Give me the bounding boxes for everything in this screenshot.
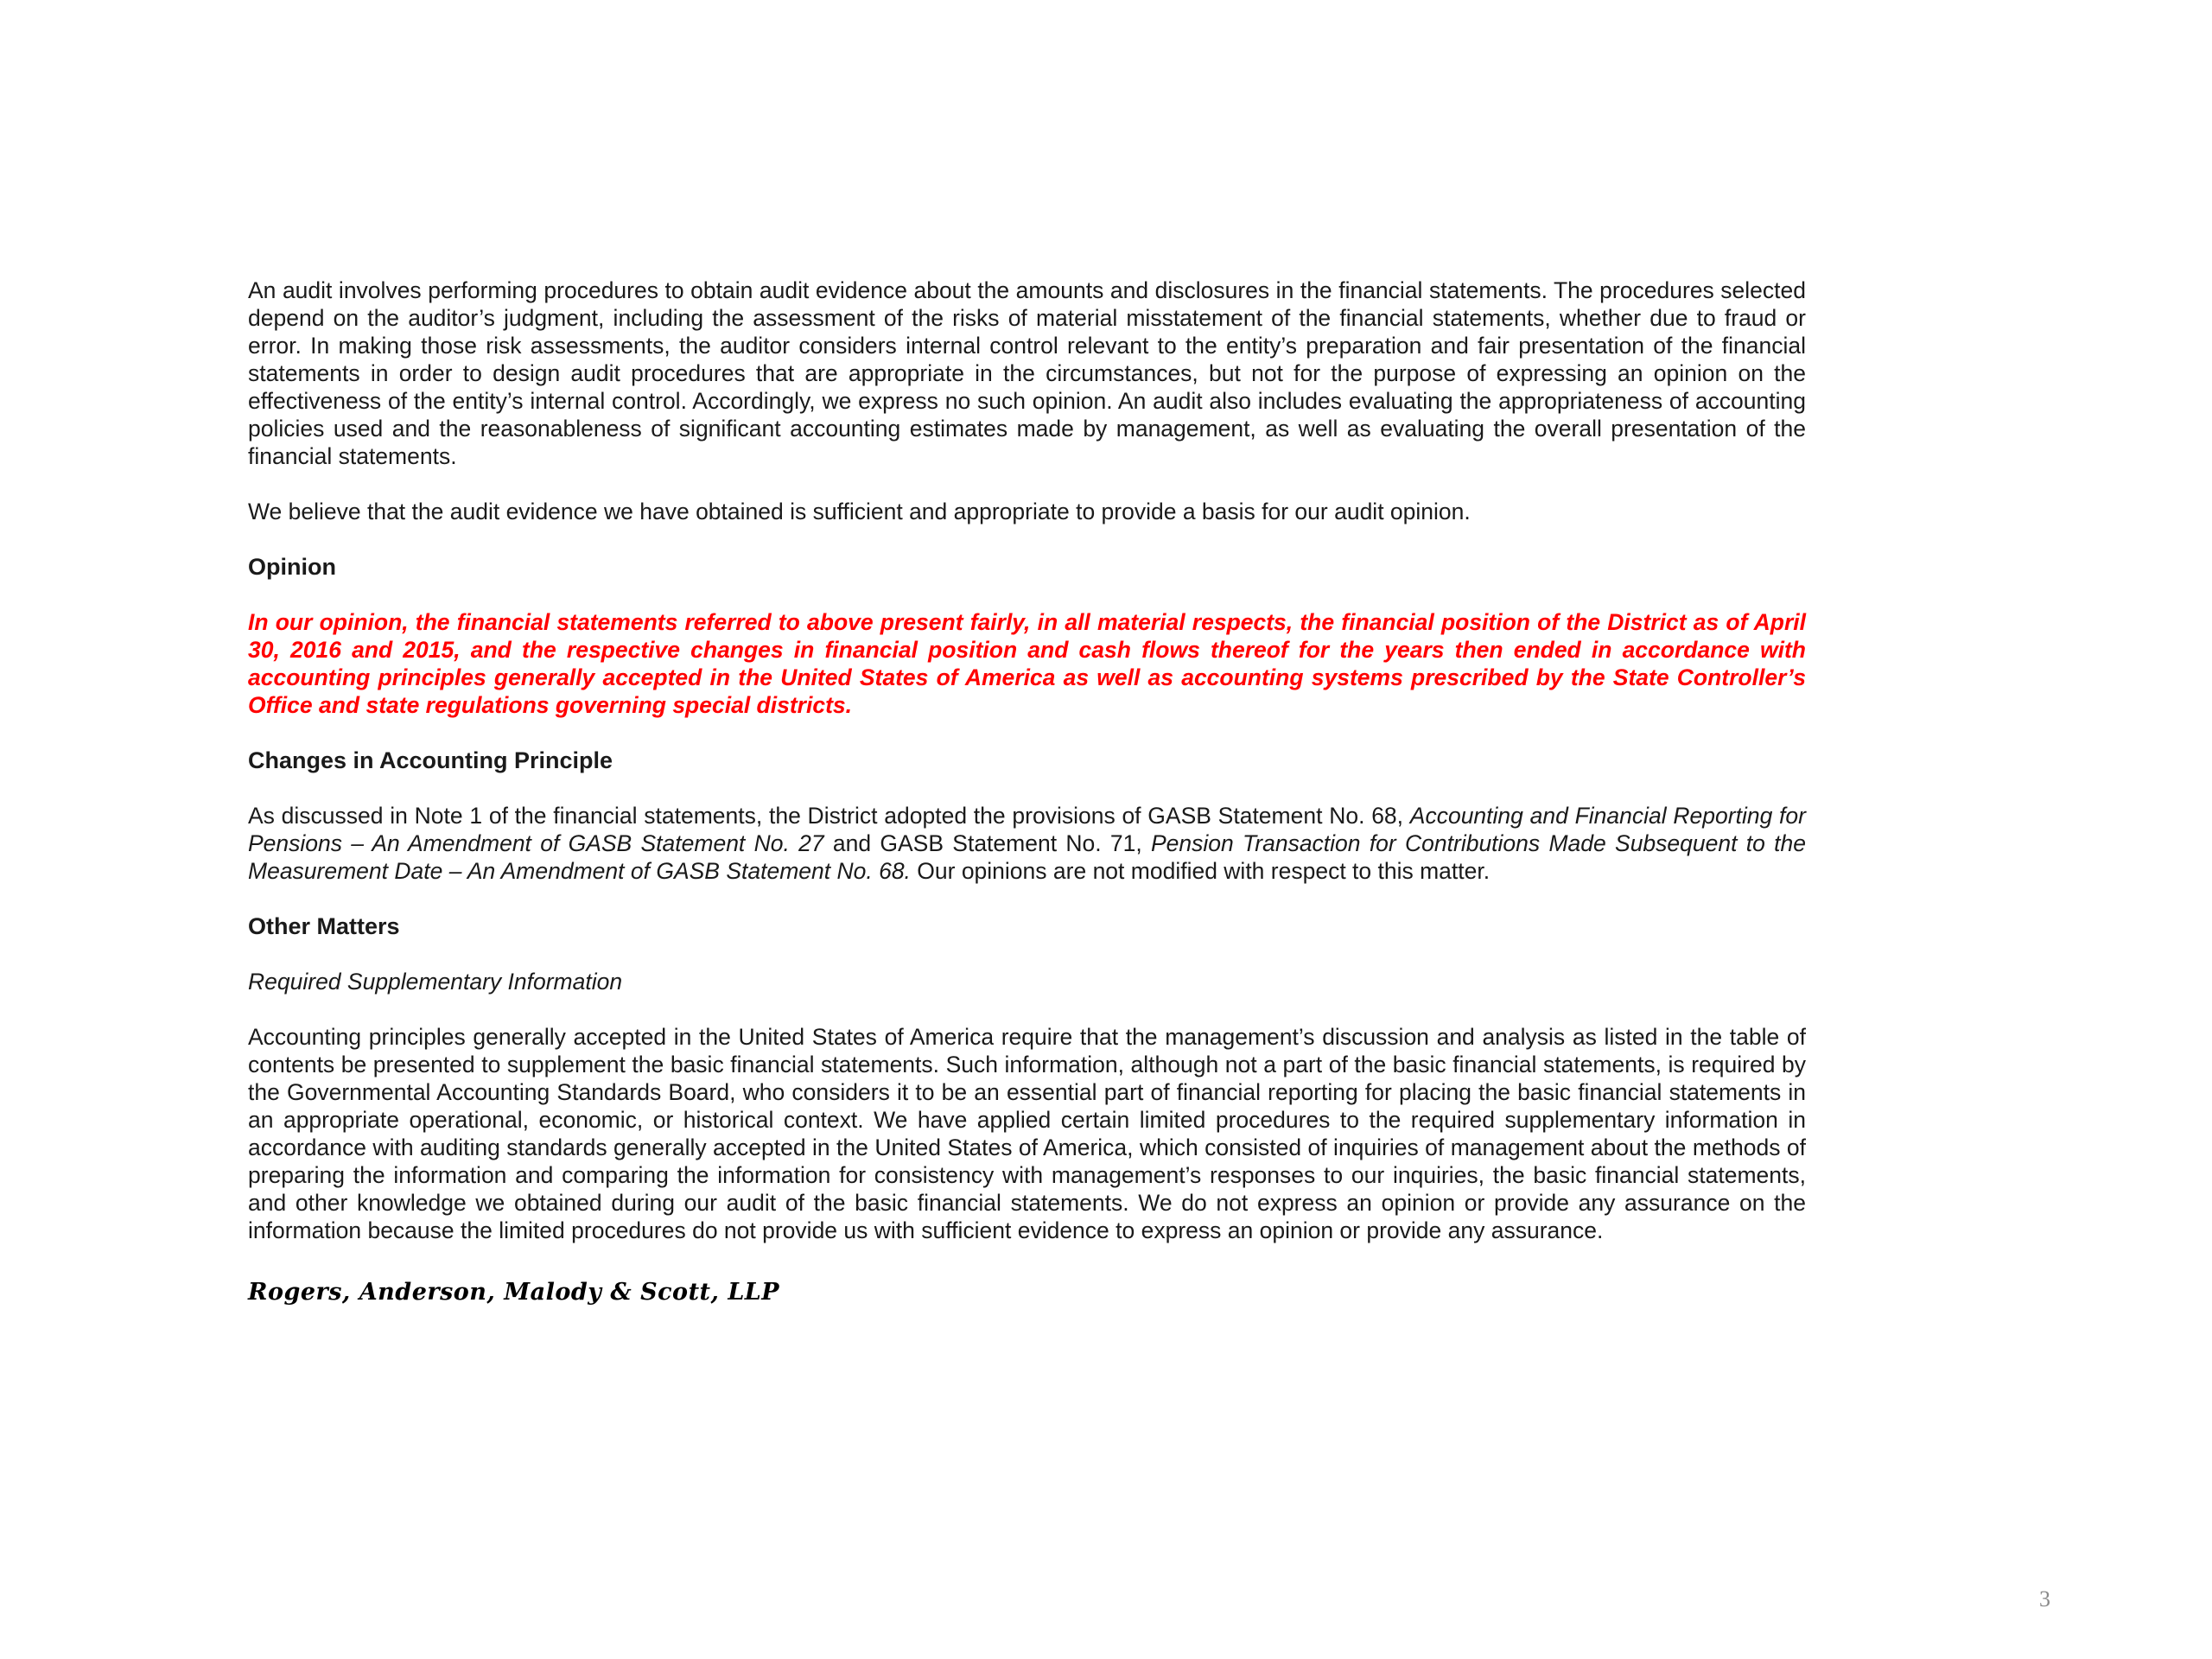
other-matters-heading: Other Matters <box>248 913 400 939</box>
audit-procedures-paragraph: An audit involves performing procedures to obtain audit evidence about the amounts and disclosures in the financial statements. The procedures selected depend on the auditor’s judgment, including the assessment of the risks of material misstatement of the financial statements, whether due to fraud or error. In making those risk assessments, the auditor considers internal control relevant to the entity’s preparation and fair presentation of the financial statements in order to design audit procedures that are appropriate in the circumstances, but not for the purpose of expressing an opinion on the effectiveness of the entity’s internal control. Accordingly, we express no such opinion. An audit also includes evaluating the appropriateness of accounting policies used and the reasonableness of significant accounting estimates made by management, as well as evaluating the overall presentation of the financial statements. <box>248 277 1806 469</box>
changes-heading: Changes in Accounting Principle <box>248 747 613 773</box>
report-body <box>248 276 1806 1306</box>
gasb-68-title: Accounting and Financial Reporting for Pensions – An Amendment of GASB Statement No. 27 <box>248 803 1806 856</box>
changes-text-part2: and GASB Statement No. 71, <box>823 830 1151 856</box>
opinion-paragraph: In our opinion, the financial statements referred to above present fairly, in all material respects, the financial position of the District as of April 30, 2016 and 2015, and the respective changes in financial position and cash flows thereof for the years then ended in accordance with accounting principles generally accepted in the United States of America as well as accounting systems prescribed by the State Controller’s Office and state regulations governing special districts. <box>248 609 1806 718</box>
changes-text-part3: Our opinions are not modified with respect to this matter. <box>910 858 1491 884</box>
audit-evidence-paragraph: We believe that the audit evidence we have obtained is sufficient and appropriate to provide a basis for our audit opinion. <box>248 499 1471 524</box>
rsi-subheading: Required Supplementary Information <box>248 969 623 995</box>
gasb-71-title: Pension Transaction for Contributions Made Subsequent to the Measurement Date – An Amendment of GASB Statement No. 68. <box>248 830 1806 884</box>
changes-text-part1: As discussed in Note 1 of the financial statements, the District adopted the provisions of GASB Statement No. 68, <box>248 803 1410 829</box>
changes-paragraph <box>248 802 1806 885</box>
firm-signature: Rogers, Anderson, Malody & Scott, LLP <box>248 1279 780 1306</box>
opinion-heading: Opinion <box>248 554 336 580</box>
page-number: 3 <box>2039 1586 2050 1611</box>
rsi-paragraph: Accounting principles generally accepted in the United States of America require that the management’s discussion and analysis as listed in the table of contents be presented to supplement the basic financial statements. Such information, although not a part of the basic financial statements, is required by the Governmental Accounting Standards Board, who considers it to be an essential part of financial reporting for placing the basic financial statements in an appropriate operational, economic, or historical context. We have applied certain limited procedures to the required supplementary information in accordance with auditing standards generally accepted in the United States of America, which consisted of inquiries of management about the methods of preparing the information and comparing the information for consistency with management’s responses to our inquiries, the basic financial statements, and other knowledge we obtained during our audit of the basic financial statements. We do not express an opinion or provide any assurance on the information because the limited procedures do not provide us with sufficient evidence to express an opinion or provide any assurance. <box>248 1024 1806 1243</box>
